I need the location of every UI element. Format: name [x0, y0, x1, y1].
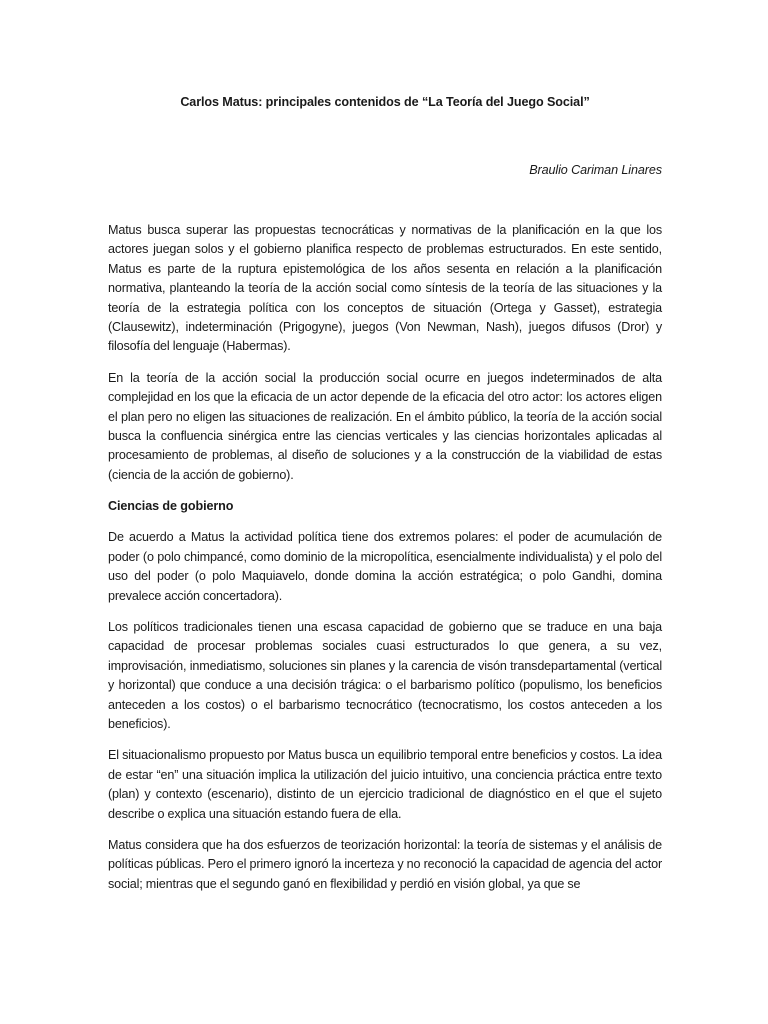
paragraph-1: Matus busca superar las propuestas tecnocráticas y normativas de la planificación en la que los actores juegan solos y el gobierno planifica respecto de problemas estructurados. En este sentido, Matus es parte de la ruptura epistemológica de los años sesenta en relación a la planificación normativa, planteando la teoría de la acción social como síntesis de la teoría de las situaciones y la teoría de la estrategia política con los conceptos de situación (Ortega y Gasset), estrategia (Clausewitz), indeterminación (Prigogyne), juegos (Von Newman, Nash), juegos difusos (Dror) y filosofía del lenguaje (Habermas).	[108, 223, 662, 354]
paragraph-5: El situacionalismo propuesto por Matus busca un equilibrio temporal entre beneficios y costos. La idea de estar “en” una situación implica la utilización del juicio intuitivo, una conciencia práctica entre texto (plan) y contexto (escenario), distinto de un ejercicio tradicional de diagnóstico en el que el sujeto describe o explica una situación estando fuera de ella.	[108, 748, 662, 821]
paragraph-3: De acuerdo a Matus la actividad política tiene dos extremos polares: el poder de acumulación de poder (o polo chimpancé, como dominio de la micropolítica, esencialmente individualista) y el polo del uso del poder (o polo Maquiavelo, donde domina la acción estratégica; o polo Gandhi, domina prevalece acción concertadora).	[108, 530, 662, 603]
section-heading: Ciencias de gobierno	[108, 499, 234, 514]
document-title: Carlos Matus: principales contenidos de “La Teoría del Juego Social”	[180, 95, 590, 109]
paragraph-4: Los políticos tradicionales tienen una escasa capacidad de gobierno que se traduce en una baja capacidad de procesar problemas sociales cuasi estructurados lo que genera, a su vez, improvisación, inmediatismo, soluciones sin planes y la carencia de visón transdepartamental (vertical y horizontal) que conduce a una decisión trágica: o el barbarismo político (populismo, los beneficios anteceden a los costos) o el barbarismo tecnocrático (tecnocratismo, los costos anteceden a los beneficios).	[108, 619, 662, 731]
document-body	[108, 221, 662, 894]
author-name: Braulio Cariman Linares	[529, 163, 662, 177]
paragraph-6: Matus considera que ha dos esfuerzos de teorización horizontal: la teoría de sistemas y el análisis de políticas públicas. Pero el primero ignoró la incerteza y no reconoció la capacidad de agencia del actor social; mientras que el segundo ganó en flexibilidad y perdió en visión global, ya que se	[108, 837, 662, 891]
paragraph-2: En la teoría de la acción social la producción social ocurre en juegos indeterminados de alta complejidad en los que la eficacia de un actor depende de la eficacia del otro actor: los actores eligen el plan pero no eligen las situaciones de realización. En el ámbito público, la teoría de la acción social busca la confluencia sinérgica entre las ciencias verticales y las ciencias horizontales aplicadas al procesamiento de problemas, al diseño de soluciones y a la construcción de la viabilidad de estas (ciencia de la acción de gobierno).	[108, 370, 662, 482]
